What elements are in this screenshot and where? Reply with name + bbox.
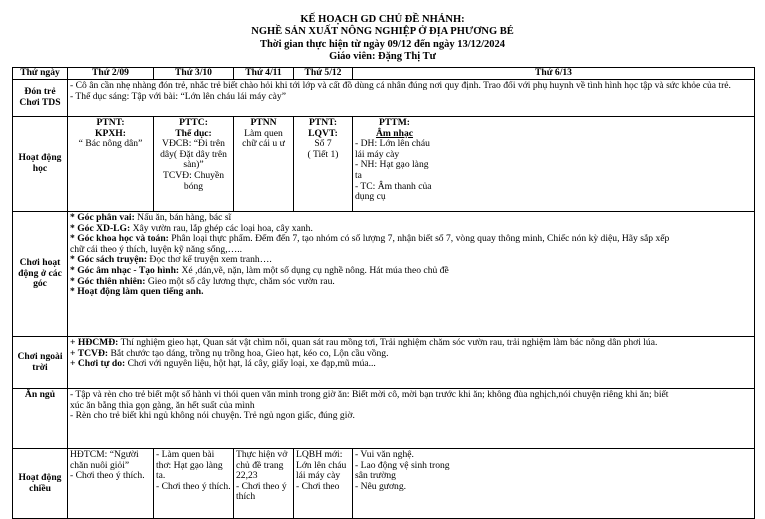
chieu-fri-line-3: - Nêu gương. [355, 480, 407, 492]
chieu-tue [154, 449, 234, 519]
col-header-fri: Thứ 6/13 [353, 68, 755, 80]
row-label-an-ngu: Ăn ngủ [13, 389, 68, 449]
hdh-fri [353, 117, 755, 212]
row-label-choi-goc: Chơi hoạt động ở các góc [13, 212, 68, 337]
chieu-wed [234, 449, 294, 519]
list-item: + Chơi tự do: Chơi với nguyên liệu, hột hạt, lá cây, giấy loại, xe đạp,mũ múa... [70, 358, 376, 370]
list-item: + TCVĐ: Bắt chước tạo dáng, trồng nụ trồng hoa, Gieo hạt, kéo co, Lộn cầu vồng. [70, 347, 389, 359]
plan-time: Thời gian thực hiện từ ngày 09/12 đến ngày 13/12/2024 [259, 38, 506, 50]
col-header-day: Thứ ngày [13, 68, 68, 80]
choi-goc-content [68, 212, 755, 337]
plan-subtitle: NGHỀ SẢN XUẤT NÔNG NGHIỆP Ở ĐỊA PHƯƠNG BÉ [251, 26, 514, 38]
chieu-mon-line-1: HĐTCM: “Người chăn nuôi giỏi” [70, 449, 139, 471]
row-hoat-dong-hoc [13, 117, 755, 212]
hdh-wed-title: PTNN [250, 117, 277, 128]
table-header-row [13, 68, 755, 80]
col-header-tue: Thứ 3/10 [154, 68, 234, 80]
an-ngu-line-2: - Rèn cho trẻ biết khi ngủ không nói chuyện. Trẻ ngủ ngon giấc, đúng giờ. [70, 410, 355, 422]
row-hoat-dong-chieu [13, 449, 755, 519]
col-header-thu: Thứ 5/12 [294, 68, 353, 80]
hdh-fri-line-2: - NH: Hạt gạo làng ta [355, 159, 429, 181]
hdh-wed-body: Làm quen chữ cái u ư [242, 127, 285, 150]
list-item: * Góc sách truyện: Đọc thơ kể truyện xem tranh…. [70, 254, 272, 266]
hdh-thu [294, 117, 353, 212]
hdh-tue-body: VĐCB: “Đi trên dây( Đặt dây trên sàn)” [160, 138, 227, 171]
row-don-tre [13, 80, 755, 117]
row-choi-ngoai-troi [13, 337, 755, 389]
schedule-table [12, 67, 755, 519]
hdh-fri-line-1: - DH: Lớn lên cháu lái máy cày [355, 138, 430, 160]
don-tre-content [68, 80, 755, 117]
don-tre-line-2: - Thể dục sáng: Tập với bài: “Lớn lên cháu lái máy cày” [70, 90, 286, 102]
chieu-wed-line-1: Thực hiện vở chủ đề trang 22,23 [236, 449, 288, 482]
hdh-mon [68, 117, 154, 212]
hdh-mon-body: “ Bác nông dân” [78, 138, 143, 150]
hdh-fri-line-3: - TC: Âm thanh của dụng cụ [355, 180, 432, 203]
hdh-fri-sub: Âm nhạc [375, 127, 414, 139]
don-tre-line-1: - Cô ân cần nhẹ nhàng đón trẻ, nhắc trẻ biết chào hỏi khi tới lớp và cất đồ dùng cá nhân đúng nơi quy định. Trao đổi với phụ huynh về tình hình học tập và sức khỏe của trẻ. [70, 80, 731, 91]
plan-teacher: Giáo viên: Đặng Thị Tư [329, 50, 436, 62]
chieu-fri-line-1: - Vui văn nghệ. [355, 449, 414, 460]
hdh-thu-extra: ( Tiết 1) [307, 148, 339, 160]
chieu-thu-line-1: LQBH mới: Lớn lên cháu lái máy cày [296, 449, 347, 482]
col-header-mon: Thứ 2/09 [68, 68, 154, 80]
plan-title: KẾ HOẠCH GD CHỦ ĐỀ NHÁNH: [300, 14, 465, 25]
list-item: + HĐCMĐ: Thí nghiệm gieo hạt, Quan sát vật chìm nổi, quan sát rau mồng tơi, Trải nghiệm chăm sóc vườn rau, trải nghiệm làm bác nông dân phơi lúa. [70, 337, 658, 348]
hdh-tue [154, 117, 234, 212]
row-choi-goc [13, 212, 755, 337]
choi-ngoai-troi-content [68, 337, 755, 389]
row-label-choi-ngoai-troi: Chơi ngoài trời [13, 337, 68, 389]
list-item: * Góc phân vai: Nấu ăn, bán hàng, bác sĩ [70, 212, 232, 223]
hdh-thu-sub: LQVT: [308, 127, 338, 139]
list-item: * Góc khoa học và toán: Phân loại thực phẩm. Đếm đến 7, tạo nhóm có số lượng 7, nhận biết số 7, vòng quay thông minh, Chiếc nón kỳ diệu, Hãy sắp xếp chữ cái theo ý thích, luyện kỹ năng sống,….. [70, 233, 670, 255]
hdh-wed [234, 117, 294, 212]
document-header [0, 14, 765, 63]
list-item: * Góc thiên nhiên: Gieo một số cây lương thực, chăm sóc vườn rau. [70, 275, 335, 287]
hdh-mon-sub: KPXH: [95, 127, 126, 139]
row-label-don-tre: Đón trẻ Chơi TDS [13, 80, 68, 117]
hdh-mon-title: PTNT: [96, 117, 125, 128]
hdh-thu-body: Số 7 [314, 138, 332, 150]
chieu-mon-line-2: - Chơi theo ý thích. [70, 470, 145, 482]
hdh-thu-title: PTNT: [308, 117, 338, 128]
list-item: * Hoạt động làm quen tiếng anh. [70, 286, 204, 298]
chieu-tue-line-1: - Làm quen bài thơ: Hạt gạo làng ta. [156, 449, 223, 482]
chieu-fri-line-2: - Lao động vệ sinh trong sân trường [355, 459, 450, 482]
chieu-wed-line-2: - Chơi theo ý thích [236, 480, 287, 503]
list-item: * Góc âm nhạc - Tạo hình: Xé ,dán,vẽ, nặn, làm một số dụng cụ nghề nông. Hát múa theo chủ đề [70, 264, 449, 276]
hdh-fri-title: PTTM: [379, 117, 410, 128]
row-label-hoat-dong-chieu: Hoạt động chiều [13, 449, 68, 519]
chieu-mon [68, 449, 154, 519]
an-ngu-content [68, 389, 755, 449]
hdh-tue-sub: Thể dục: [175, 127, 212, 139]
an-ngu-line-1: - Tập và rèn cho trẻ biết một số hành vi thói quen văn minh trong giờ ăn: Biết mời cô, mời bạn trước khi ăn; không đùa nghịch,nói chuyện riêng khi ăn; biết xúc ăn bằng thìa gọn gàng, ăn hết suất của mình [70, 389, 669, 411]
hdh-tue-extra: TCVĐ: Chuyền bóng [162, 169, 225, 192]
chieu-tue-line-2: - Chơi theo ý thích. [156, 480, 231, 492]
chieu-fri [353, 449, 755, 519]
chieu-thu [294, 449, 353, 519]
hdh-tue-title: PTTC: [179, 117, 208, 128]
row-label-hoat-dong-hoc: Hoạt động học [13, 117, 68, 212]
col-header-wed: Thứ 4/11 [234, 68, 294, 80]
row-an-ngu [13, 389, 755, 449]
chieu-thu-line-2: - Chơi theo [296, 480, 340, 492]
list-item: * Góc XD-LG: Xây vườn rau, lắp ghép các loại hoa, cây xanh. [70, 222, 313, 234]
